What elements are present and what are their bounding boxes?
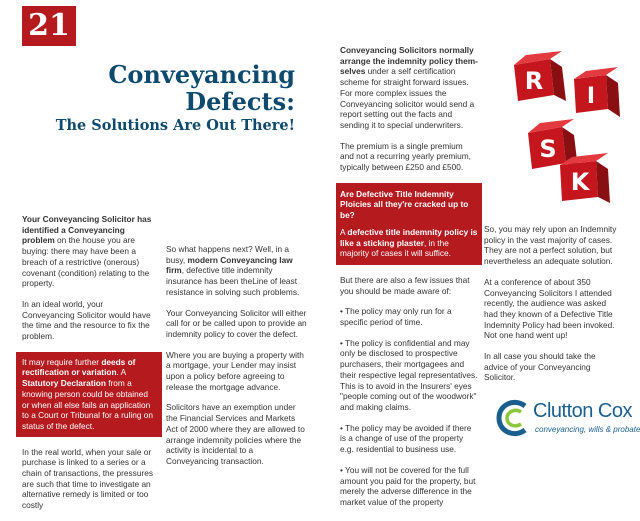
column-1	[22, 214, 156, 521]
col1-box-b2: Statutory Declaration	[22, 378, 106, 389]
col3-paragraph-2: The premium is a single premium and not a recurring yearly premium, typically between £250 and £500.	[340, 140, 471, 173]
col3-box-q: Are Defective Title Indemnity Ploicies all they're cracked up to be?	[340, 188, 469, 221]
col1-box-b1: deeds of rectification or variation	[22, 356, 136, 378]
column-3	[340, 45, 478, 518]
die-letter-s: S	[539, 135, 557, 163]
logo-swirl-icon	[495, 398, 531, 438]
col3-box-a1: A	[340, 226, 348, 237]
col2-paragraph-3: Where you are buying a property with a mortgage, your Lender may insist upon a policy before agreeing to release the mortgage advance.	[166, 349, 304, 392]
col3-box-a2: , in the majority of cases it will suffice.	[340, 237, 451, 259]
col1-highlight-box	[16, 352, 162, 437]
col2-p1: So what happens next? Well, in a busy,	[166, 244, 289, 265]
col1-paragraph-4: In the real world, when your sale or purchase is linked to a series or a chain of transactions, the pressures are such that time to investigate an alternative remedy is limited or too costly	[22, 446, 153, 511]
col3-bullet-2: • The policy is confidential and may only be disclosed to prospective purchasers, their mortgagees and their respective legal representatives. This is to avoid in the Insurers' eyes "people coming out of the woodwork" and making claims.	[340, 337, 478, 412]
die-letter-r: R	[524, 67, 544, 95]
col3-box-question	[340, 189, 478, 221]
col2-paragraph-4: Solicitors have an exemption under the Financial Services and Markets Act of 2000 where they are allowed to arrange indemnity policies where the activity is incidental to a Conveyancing transaction.	[166, 402, 305, 466]
col2-p1-rest: , defective title indemnity insurance has been theLine of least resistance in solving such problems.	[166, 265, 300, 297]
column-2	[166, 244, 308, 477]
col3-box-b: defective title indemnity policy is like a sticking plaster	[340, 226, 478, 248]
col1-box-d: from a knowing person could be obtained or when all else fails an application to a Court or Tribunal for a ruling on status of the defect.	[22, 378, 153, 431]
col4-paragraph-1: So, you may rely upon an Indemnity policy in the vast majority of cases. They are not a perfect solution, but nevertheless an adequate solution.	[484, 224, 617, 267]
die-letter-k: K	[570, 168, 590, 196]
col3-highlight-box	[336, 183, 482, 265]
col1-box-a: It may require further	[22, 356, 102, 367]
risk-dice-photo	[488, 45, 628, 213]
die-letter-i: I	[586, 84, 596, 109]
col4-paragraph-2: At a conference of about 350 Conveyancing Solicitors I attended recently, the audience was asked had they known of a Defective Title Indemnity Policy had been invoked. Not one hand went up!	[484, 276, 615, 341]
col3-p1-rest: under a self certification scheme for straight forward issues. For more complex issues the Conveyancing solicitor would send a report setting out the facts and sending it to special underwriters.	[340, 66, 475, 130]
col1-paragraph-1	[22, 214, 156, 289]
subtitle: The Solutions Are Out There!	[55, 117, 295, 134]
col3-paragraph-3: But there are also a few issues that you should be made aware of:	[340, 274, 470, 296]
col3-bullet-1: • The policy may only run for a specific period of time.	[340, 306, 452, 328]
col1-p1-rest: on the house you are buying: there may have been a breach of a restrictive (onerous) covenant (condition) relating to the property.	[22, 235, 150, 289]
clutton-cox-logo	[495, 398, 640, 442]
die-i	[574, 67, 620, 117]
col2-paragraph-2: Your Conveyancing Solicitor will either call for or be called upon to provide an indemnity policy to cover the defect.	[166, 307, 307, 339]
col4-paragraph-3: In all case you should take the advice of your Conveyancing Solicitor.	[484, 351, 596, 383]
logo-tagline: conveyancing, wills & probate	[535, 425, 640, 434]
col2-paragraph-1	[166, 244, 308, 298]
column-4	[484, 224, 618, 393]
title-line-2: Defects:	[185, 87, 295, 116]
col3-bullet-4: • You will not be covered for the full amount you paid for the property, but merely the adverse difference in the market value of the property	[340, 464, 476, 507]
die-k	[560, 153, 610, 203]
logo-name: Clutton Cox	[533, 400, 632, 422]
col3-bullet-3: • The policy may be avoided if there is a change of use of the property e.g. residential to business use.	[340, 422, 472, 455]
col2-p1-bold: modern Conveyancing law firm	[166, 254, 293, 276]
col1-paragraph-2: In an ideal world, your Conveyancing Solicitor would have the time and the resource to fix the problem.	[22, 298, 151, 342]
col1-box-c: . A	[116, 367, 126, 378]
col3-box-answer	[340, 227, 478, 259]
title-line-1: Conveyancing	[108, 60, 295, 89]
col3-paragraph-1	[340, 45, 478, 131]
col3-p1-bold: Conveyancing Solicitors normally arrange the indemnity policy themselves	[340, 45, 478, 77]
die-r	[514, 51, 566, 101]
col1-p1-bold: Your Conveyancing Solicitor has identified a Conveyancing problem	[22, 214, 152, 246]
page-number-badge: 21	[22, 6, 76, 46]
